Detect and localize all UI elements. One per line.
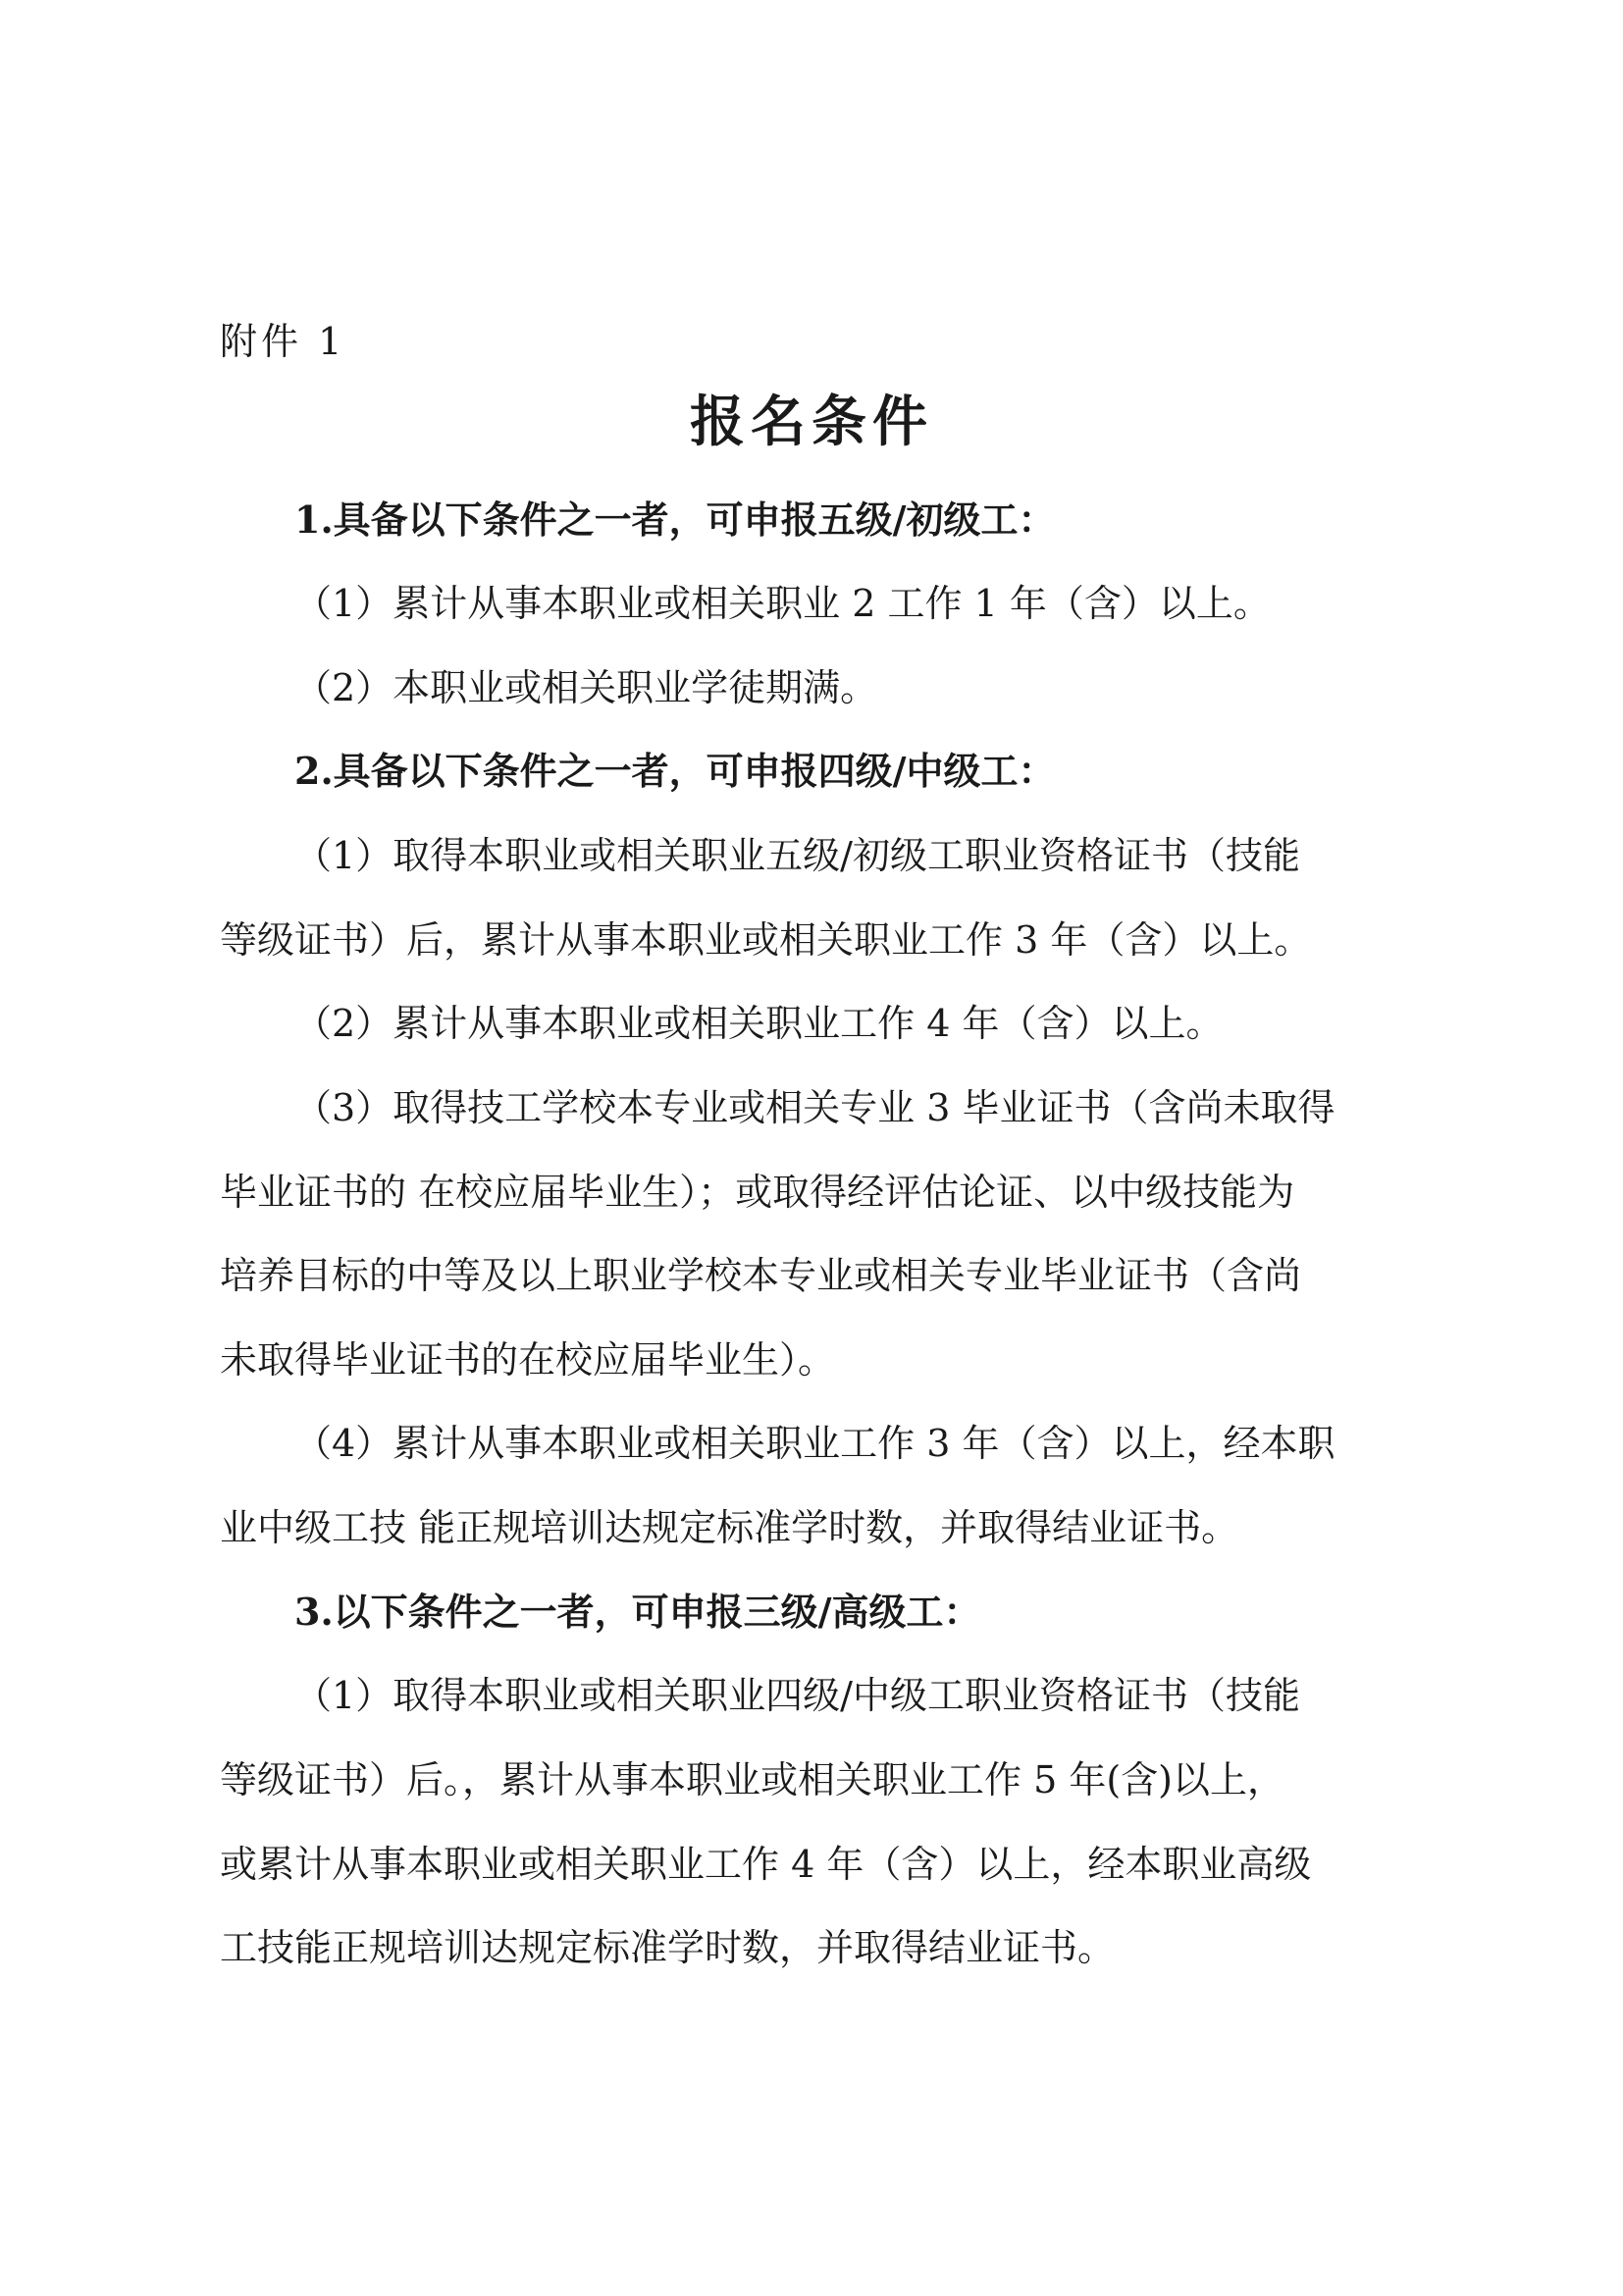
condition-line: 业中级工技 能正规培训达规定标准学时数，并取得结业证书。 — [220, 1506, 1239, 1549]
condition-line: （1）累计从事本职业或相关职业 2 工作 1 年（含）以上。 — [294, 582, 1271, 625]
attachment-label: 附件 1 — [220, 320, 346, 363]
condition-line: 毕业证书的 在校应届毕业生）；或取得经评估论证、以中级技能为 — [220, 1171, 1295, 1214]
condition-line: （1）取得本职业或相关职业四级/中级工职业资格证书（技能 — [294, 1674, 1300, 1717]
condition-line: （3）取得技工学校本专业或相关专业 3 毕业证书（含尚未取得 — [294, 1086, 1335, 1129]
document-title: 报名条件 — [690, 390, 933, 454]
condition-line: 或累计从事本职业或相关职业工作 4 年（含）以上，经本职业高级 — [220, 1843, 1312, 1886]
condition-line: （2）累计从事本职业或相关职业工作 4 年（含）以上。 — [294, 1002, 1224, 1045]
condition-line: 等级证书）后。，累计从事本职业或相关职业工作 5 年(含)以上， — [220, 1758, 1284, 1801]
section-heading-level5: 1.具备以下条件之一者，可申报五级/初级工： — [294, 497, 1056, 542]
condition-line: 未取得毕业证书的在校应届毕业生）。 — [220, 1338, 836, 1382]
condition-line: （4）累计从事本职业或相关职业工作 3 年（含）以上，经本职 — [294, 1422, 1335, 1465]
section-heading-level3: 3.以下条件之一者，可申报三级/高级工： — [294, 1590, 981, 1634]
section-heading-level4: 2.具备以下条件之一者，可申报四级/中级工： — [294, 749, 1056, 793]
condition-line: （2）本职业或相关职业学徒期满。 — [294, 666, 878, 709]
condition-line: 培养目标的中等及以上职业学校本专业或相关专业毕业证书（含尚 — [220, 1254, 1302, 1297]
condition-line: （1）取得本职业或相关职业五级/初级工职业资格证书（技能 — [294, 834, 1300, 877]
condition-line: 工技能正规培训达规定标准学时数，并取得结业证书。 — [220, 1926, 1116, 1969]
condition-line: 等级证书）后，累计从事本职业或相关职业工作 3 年（含）以上。 — [220, 918, 1312, 962]
